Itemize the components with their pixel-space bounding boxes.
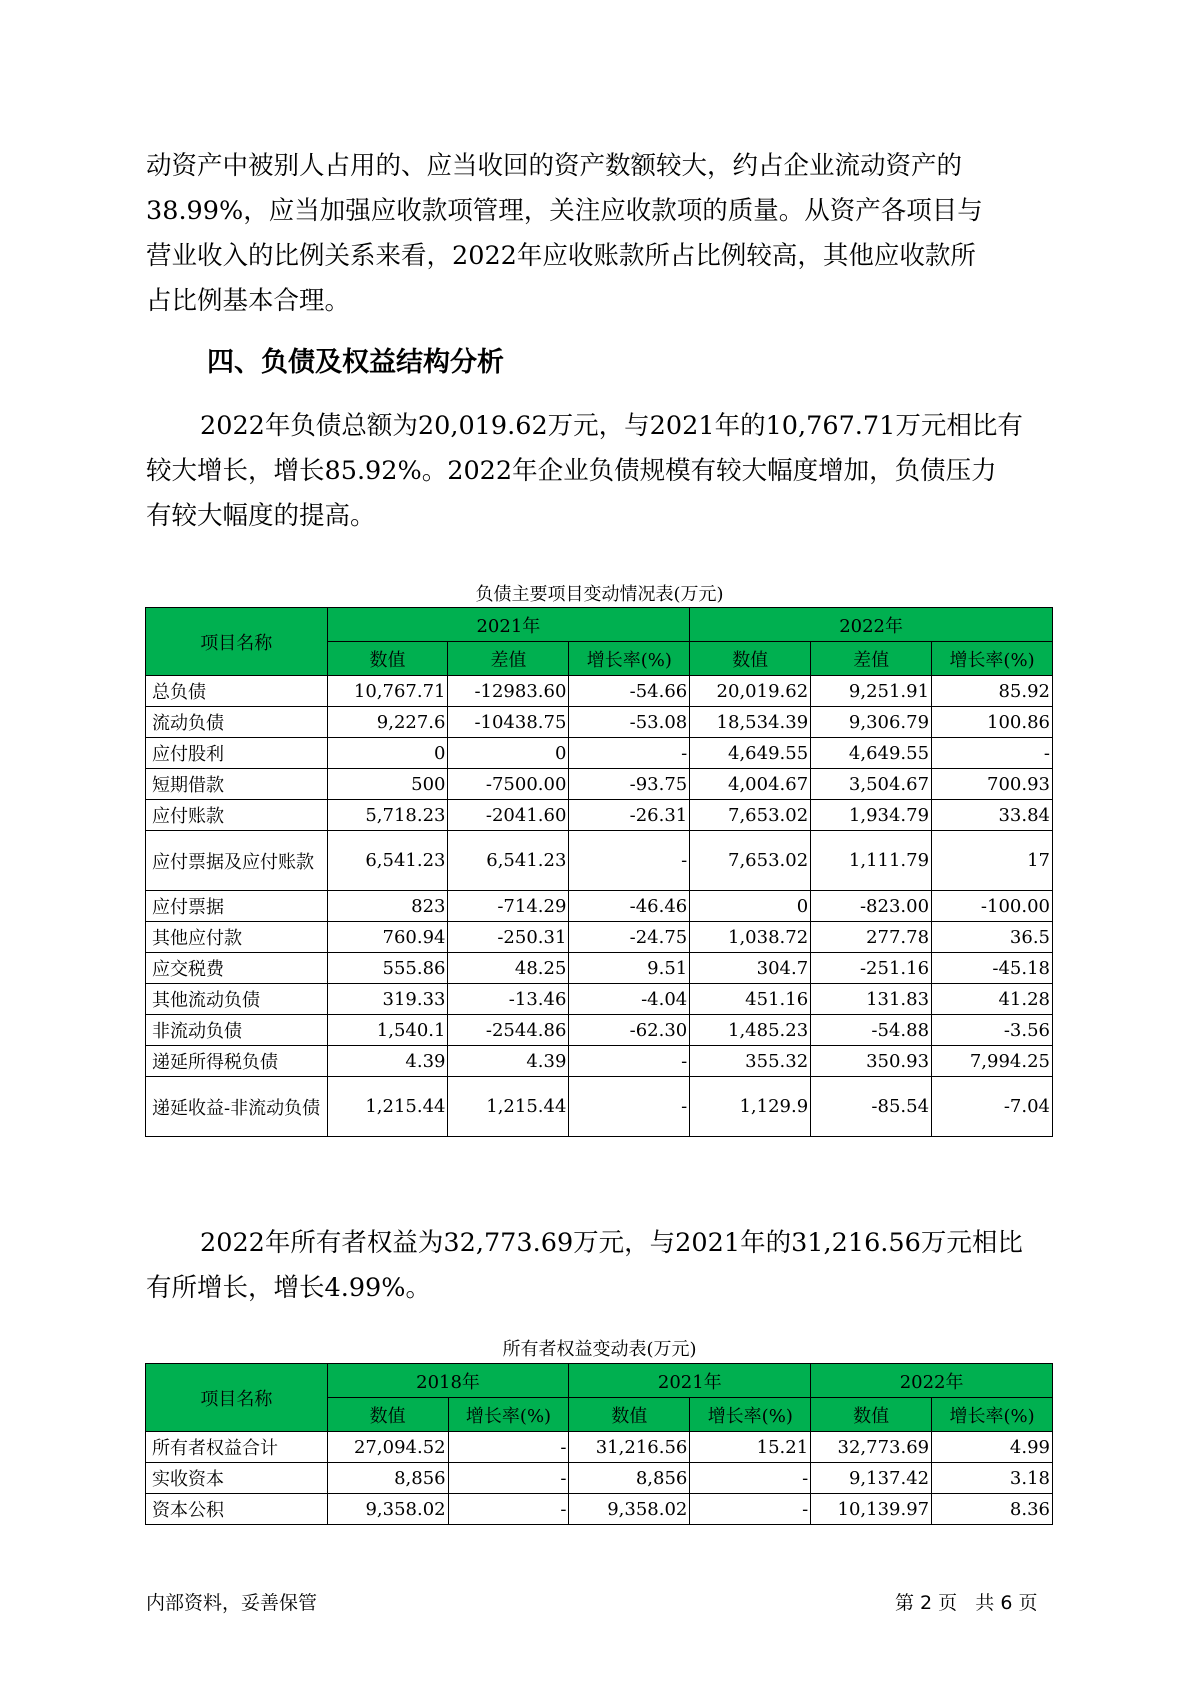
row-label: 流动负债 xyxy=(146,707,328,738)
table-cell: - xyxy=(690,1463,811,1494)
table-cell: -251.16 xyxy=(811,953,932,984)
row-label: 总负债 xyxy=(146,676,328,707)
table-cell: 7,653.02 xyxy=(690,831,811,891)
table-row xyxy=(146,953,1053,984)
table-row xyxy=(146,831,1053,891)
table-cell: - xyxy=(690,1494,811,1525)
table-cell: 20,019.62 xyxy=(690,676,811,707)
year-header: 2022年 xyxy=(690,608,1053,642)
table-row xyxy=(146,1077,1053,1137)
intro-paragraph xyxy=(146,144,1046,324)
table-row xyxy=(146,1432,1053,1463)
debt-table-caption: 负债主要项目变动情况表(万元) xyxy=(475,584,724,605)
table-cell: - xyxy=(569,1077,690,1137)
text-line: 占比例基本合理。 xyxy=(146,286,351,316)
column-header: 增长率(%) xyxy=(690,1398,811,1432)
table-cell: -7500.00 xyxy=(448,769,569,800)
table-cell: 4,649.55 xyxy=(690,738,811,769)
table-cell: 31,216.56 xyxy=(569,1432,690,1463)
table-row xyxy=(146,891,1053,922)
table-cell: 4.99 xyxy=(932,1432,1053,1463)
table-cell: 319.33 xyxy=(327,984,448,1015)
row-label: 其他流动负债 xyxy=(146,984,328,1015)
row-label: 实收资本 xyxy=(146,1463,328,1494)
table-cell: -13.46 xyxy=(448,984,569,1015)
column-header: 增长率(%) xyxy=(569,642,690,676)
table-cell: 5,718.23 xyxy=(327,800,448,831)
table-cell: - xyxy=(569,1046,690,1077)
text-line: 动资产中被别人占用的、应当收回的资产数额较大，约占企业流动资产的 xyxy=(146,151,963,181)
table-cell: 1,215.44 xyxy=(327,1077,448,1137)
table-cell: 8.36 xyxy=(932,1494,1053,1525)
item-name-header: 项目名称 xyxy=(146,1364,328,1432)
table-row xyxy=(146,800,1053,831)
column-header: 增长率(%) xyxy=(932,1398,1053,1432)
table-cell: 555.86 xyxy=(327,953,448,984)
table-cell: 277.78 xyxy=(811,922,932,953)
table-cell: 48.25 xyxy=(448,953,569,984)
table-cell: 7,653.02 xyxy=(690,800,811,831)
table-cell: 36.5 xyxy=(932,922,1053,953)
debt-paragraph xyxy=(146,404,1046,539)
table-cell: 6,541.23 xyxy=(448,831,569,891)
table-cell: -100.00 xyxy=(932,891,1053,922)
table-cell: 8,856 xyxy=(569,1463,690,1494)
table-cell: 27,094.52 xyxy=(327,1432,448,1463)
table-row xyxy=(146,769,1053,800)
table-cell: 9,251.91 xyxy=(811,676,932,707)
table-cell: -2041.60 xyxy=(448,800,569,831)
table-cell: -54.66 xyxy=(569,676,690,707)
year-header-row xyxy=(146,608,1053,642)
year-header: 2022年 xyxy=(811,1364,1053,1398)
table-cell: 9.51 xyxy=(569,953,690,984)
table-cell: 500 xyxy=(327,769,448,800)
table-cell: 18,534.39 xyxy=(690,707,811,738)
item-name-header: 项目名称 xyxy=(146,608,328,676)
table-cell: -45.18 xyxy=(932,953,1053,984)
text-line: 营业收入的比例关系来看，2022年应收账款所占比例较高，其他应收款所 xyxy=(146,241,976,271)
table-cell: -7.04 xyxy=(932,1077,1053,1137)
table-row xyxy=(146,738,1053,769)
table-cell: 760.94 xyxy=(327,922,448,953)
row-label: 应付股利 xyxy=(146,738,328,769)
text-line: 有较大幅度的提高。 xyxy=(146,501,376,531)
row-label: 应付账款 xyxy=(146,800,328,831)
table-cell: - xyxy=(569,738,690,769)
table-row xyxy=(146,676,1053,707)
text-line: 2022年所有者权益为32,773.69万元，与2021年的31,216.56万元相比 xyxy=(200,1228,1023,1258)
table-cell: 6,541.23 xyxy=(327,831,448,891)
table-cell: - xyxy=(448,1432,569,1463)
page-number: 第 2 页 共 6 页 xyxy=(895,1592,1038,1614)
table-row xyxy=(146,984,1053,1015)
table-cell: 1,215.44 xyxy=(448,1077,569,1137)
column-header: 增长率(%) xyxy=(932,642,1053,676)
table-cell: 3.18 xyxy=(932,1463,1053,1494)
year-header: 2021年 xyxy=(327,608,690,642)
table-cell: 0 xyxy=(327,738,448,769)
column-header: 差值 xyxy=(811,642,932,676)
table-cell: 1,540.1 xyxy=(327,1015,448,1046)
table-cell: 1,038.72 xyxy=(690,922,811,953)
column-header: 数值 xyxy=(690,642,811,676)
table-cell: 4.39 xyxy=(327,1046,448,1077)
table-cell: 9,227.6 xyxy=(327,707,448,738)
year-header: 2021年 xyxy=(569,1364,811,1398)
equity-table xyxy=(145,1363,1053,1525)
column-header: 数值 xyxy=(327,642,448,676)
table-cell: -714.29 xyxy=(448,891,569,922)
table-cell: 9,137.42 xyxy=(811,1463,932,1494)
table-cell: 4,004.67 xyxy=(690,769,811,800)
table-cell: -54.88 xyxy=(811,1015,932,1046)
table-cell: -24.75 xyxy=(569,922,690,953)
table-cell: 1,485.23 xyxy=(690,1015,811,1046)
table-cell: 9,358.02 xyxy=(569,1494,690,1525)
footer-confidential-note: 内部资料，妥善保管 xyxy=(146,1592,318,1614)
table-cell: -10438.75 xyxy=(448,707,569,738)
table-cell: -4.04 xyxy=(569,984,690,1015)
row-label: 所有者权益合计 xyxy=(146,1432,328,1463)
table-cell: 0 xyxy=(448,738,569,769)
table-cell: 41.28 xyxy=(932,984,1053,1015)
table-cell: -62.30 xyxy=(569,1015,690,1046)
row-label: 应交税费 xyxy=(146,953,328,984)
table-cell: 1,111.79 xyxy=(811,831,932,891)
table-cell: 4.39 xyxy=(448,1046,569,1077)
table-cell: 85.92 xyxy=(932,676,1053,707)
table-cell: 131.83 xyxy=(811,984,932,1015)
table-row xyxy=(146,1494,1053,1525)
equity-paragraph xyxy=(146,1221,1046,1311)
column-header: 增长率(%) xyxy=(448,1398,569,1432)
year-header: 2018年 xyxy=(327,1364,569,1398)
row-label: 递延所得税负债 xyxy=(146,1046,328,1077)
table-row xyxy=(146,1015,1053,1046)
text-line: 2022年负债总额为20,019.62万元，与2021年的10,767.71万元相比有 xyxy=(200,411,1023,441)
table-cell: -823.00 xyxy=(811,891,932,922)
row-label: 应付票据 xyxy=(146,891,328,922)
table-row xyxy=(146,922,1053,953)
table-cell: 32,773.69 xyxy=(811,1432,932,1463)
table-row xyxy=(146,707,1053,738)
table-cell: 7,994.25 xyxy=(932,1046,1053,1077)
column-header: 数值 xyxy=(569,1398,690,1432)
table-cell: 1,129.9 xyxy=(690,1077,811,1137)
table-cell: -53.08 xyxy=(569,707,690,738)
text-line: 38.99%，应当加强应收款项管理，关注应收款项的质量。从资产各项目与 xyxy=(146,196,983,226)
table-cell: - xyxy=(569,831,690,891)
column-header: 数值 xyxy=(811,1398,932,1432)
column-header: 差值 xyxy=(448,642,569,676)
table-cell: -26.31 xyxy=(569,800,690,831)
equity-table-caption: 所有者权益变动表(万元) xyxy=(502,1339,697,1360)
table-cell: - xyxy=(448,1494,569,1525)
table-cell: 4,649.55 xyxy=(811,738,932,769)
table-cell: 355.32 xyxy=(690,1046,811,1077)
table-cell: 0 xyxy=(690,891,811,922)
table-cell: 350.93 xyxy=(811,1046,932,1077)
text-line: 有所增长，增长4.99%。 xyxy=(146,1273,432,1303)
table-cell: 9,358.02 xyxy=(327,1494,448,1525)
table-cell: 17 xyxy=(932,831,1053,891)
table-cell: -2544.86 xyxy=(448,1015,569,1046)
table-cell: -12983.60 xyxy=(448,676,569,707)
text-line: 较大增长，增长85.92%。2022年企业负债规模有较大幅度增加，负债压力 xyxy=(146,456,997,486)
table-cell: - xyxy=(448,1463,569,1494)
table-cell: 3,504.67 xyxy=(811,769,932,800)
table-cell: 33.84 xyxy=(932,800,1053,831)
table-cell: -3.56 xyxy=(932,1015,1053,1046)
row-label: 其他应付款 xyxy=(146,922,328,953)
section-heading: 四、负债及权益结构分析 xyxy=(207,347,504,378)
row-label: 非流动负债 xyxy=(146,1015,328,1046)
table-cell: - xyxy=(932,738,1053,769)
table-cell: -250.31 xyxy=(448,922,569,953)
table-row xyxy=(146,1046,1053,1077)
table-cell: 9,306.79 xyxy=(811,707,932,738)
year-header-row xyxy=(146,1364,1053,1398)
table-cell: 700.93 xyxy=(932,769,1053,800)
table-cell: 823 xyxy=(327,891,448,922)
column-header: 数值 xyxy=(327,1398,448,1432)
row-label: 递延收益-非流动负债 xyxy=(146,1077,328,1137)
table-cell: -46.46 xyxy=(569,891,690,922)
table-cell: -93.75 xyxy=(569,769,690,800)
row-label: 短期借款 xyxy=(146,769,328,800)
table-cell: -85.54 xyxy=(811,1077,932,1137)
table-cell: 1,934.79 xyxy=(811,800,932,831)
row-label: 应付票据及应付账款 xyxy=(146,831,328,891)
table-cell: 10,139.97 xyxy=(811,1494,932,1525)
table-cell: 10,767.71 xyxy=(327,676,448,707)
table-cell: 304.7 xyxy=(690,953,811,984)
table-cell: 15.21 xyxy=(690,1432,811,1463)
table-cell: 8,856 xyxy=(327,1463,448,1494)
row-label: 资本公积 xyxy=(146,1494,328,1525)
table-cell: 100.86 xyxy=(932,707,1053,738)
debt-table xyxy=(145,607,1053,1137)
table-cell: 451.16 xyxy=(690,984,811,1015)
table-row xyxy=(146,1463,1053,1494)
